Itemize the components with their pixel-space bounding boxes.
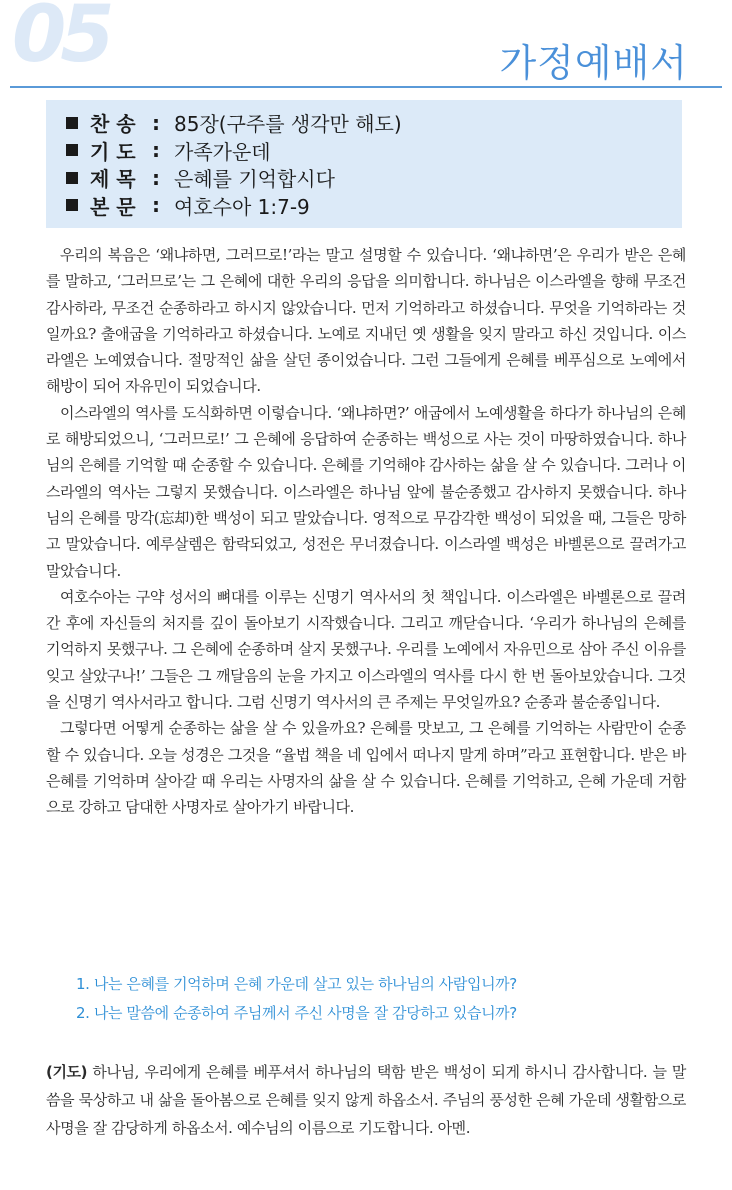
info-colon: : <box>152 110 160 135</box>
square-bullet-icon <box>66 172 78 184</box>
question-item: 2. 나는 말씀에 순종하여 주님께서 주신 사명을 잘 감당하고 있습니까? <box>76 1003 517 1022</box>
info-hymn-value: 85장(구주를 생각만 해도) <box>174 112 402 137</box>
info-scripture-value: 여호수아 1:7-9 <box>174 194 310 219</box>
square-bullet-icon <box>66 199 78 211</box>
info-hymn-label: 찬 송 <box>90 112 136 137</box>
page-title: 가정예배서 <box>499 41 688 85</box>
closing-prayer-text: 하나님, 우리에게 은혜를 베푸셔서 하나님의 택함 받은 백성이 되게 하시니 감사합니다. 늘 말씀을 묵상하고 내 삶을 돌아봄으로 은혜를 잊지 않게 하옵소서. 주님의 풍성한 은혜 가운데 생활함으로 사명을 잘 감당하게 하옵소서. 예수님의 이름으로 기도합니다. 아멘. <box>46 1063 686 1137</box>
square-bullet-icon <box>66 117 78 129</box>
info-hymn <box>66 109 682 137</box>
square-bullet-icon <box>66 144 78 156</box>
reflection-questions <box>76 970 696 1027</box>
sermon-paragraph: 그렇다면 어떻게 순종하는 삶을 살 수 있을까요? 은혜를 맛보고, 그 은혜를 기억하는 사람만이 순종할 수 있습니다. 오늘 성경은 그것을 “율법 책을 네 입에서 떠나지 말게 하며”라고 표현합니다. 받은 바 은혜를 기억하며 살아갈 때 우리는 사명자의 삶을 살 수 있습니다. 은혜를 기억하고, 은혜 가운데 거함으로 강하고 담대한 사명자로 살아가기 바랍니다. <box>46 719 686 817</box>
info-scripture-label: 본 문 <box>90 194 136 219</box>
sermon-paragraph: 우리의 복음은 ‘왜냐하면, 그러므로!’라는 말고 설명할 수 있습니다. ‘왜냐하면’은 우리가 받은 은혜를 말하고, ‘그러므로’는 그 은혜에 대한 우리의 응답을 의미합니다. 하나님은 이스라엘을 향해 무조건 감사하라, 무조건 순종하라고 하시지 않았습니다. 먼저 기억하라고 하셨습니다. 무엇을 기억하라는 것일까요? 출애굽을 기억하라고 하셨습니다. 노예로 지내던 옛 생활을 잊지 말라고 하신 것입니다. 이스라엘은 노예였습니다. 절망적인 삶을 살던 종이었습니다. 그런 그들에게 은혜를 베푸심으로 노예에서 해방이 되어 자유민이 되었습니다. <box>46 246 686 396</box>
info-prayer-label: 기 도 <box>90 139 136 164</box>
sermon-paragraph: 여호수아는 구약 성서의 뼈대를 이루는 신명기 역사서의 첫 책입니다. 이스라엘은 바벨론으로 끌려간 후에 자신들의 처지를 깊이 돌아보기 시작했습니다. 그리고 깨닫습니다. ‘우리가 하나님의 은혜를 기억하지 못했구나. 그 은혜에 순종하며 살지 못했구나. 우리를 노예에서 자유민으로 삼아 주신 이유를 잊고 살았구나!’ 그들은 그 깨달음의 눈을 가지고 이스라엘의 역사를 다시 한 번 돌아보았습니다. 그것을 신명기 역사서라고 합니다. 그럼 신명기 역사서의 큰 주제는 무엇일까요? 순종과 불순종입니다. <box>46 587 686 712</box>
header-divider <box>10 86 722 88</box>
closing-prayer-label: (기도) <box>46 1063 88 1081</box>
sermon-paragraph: 이스라엘의 역사를 도식화하면 이렇습니다. ‘왜냐하면?’ 애굽에서 노예생활을 하다가 하나님의 은혜로 해방되었으니, ‘그러므로!’ 그 은혜에 응답하여 순종하는 백성으로 사는 것이 마땅하였습니다. 하나님의 은혜를 기억할 때 순종할 수 있습니다. 은혜를 기억해야 감사하는 삶을 살 수 있습니다. 그러나 이스라엘의 역사는 그렇지 못했습니다. 이스라엘은 하나님 앞에 불순종했고 감사하지 못했습니다. 하나님의 은혜를 망각(忘却)한 백성이 되고 말았습니다. 영적으로 무감각한 백성이 되었을 때, 그들은 망하고 말았습니다. 예루살렘은 함락되었고, 성전은 무너졌습니다. 이스라엘 백성은 바벨론으로 끌려가고 말았습니다. <box>46 403 686 580</box>
info-colon: : <box>152 138 160 163</box>
info-scripture <box>66 192 682 220</box>
info-subject <box>66 164 682 192</box>
info-colon: : <box>152 165 160 190</box>
info-prayer <box>66 137 682 165</box>
info-prayer-value: 가족가운데 <box>174 139 271 164</box>
closing-prayer <box>46 1058 686 1142</box>
sermon-body <box>46 242 686 821</box>
question-item: 1. 나는 은혜를 기억하며 은혜 가운데 살고 있는 하나님의 사람입니까? <box>76 975 517 993</box>
info-colon: : <box>152 193 160 218</box>
page-number: 05 <box>12 0 109 80</box>
info-subject-label: 제 목 <box>90 167 136 192</box>
info-subject-value: 은혜를 기억합시다 <box>174 167 335 192</box>
worship-info-box <box>46 100 682 228</box>
